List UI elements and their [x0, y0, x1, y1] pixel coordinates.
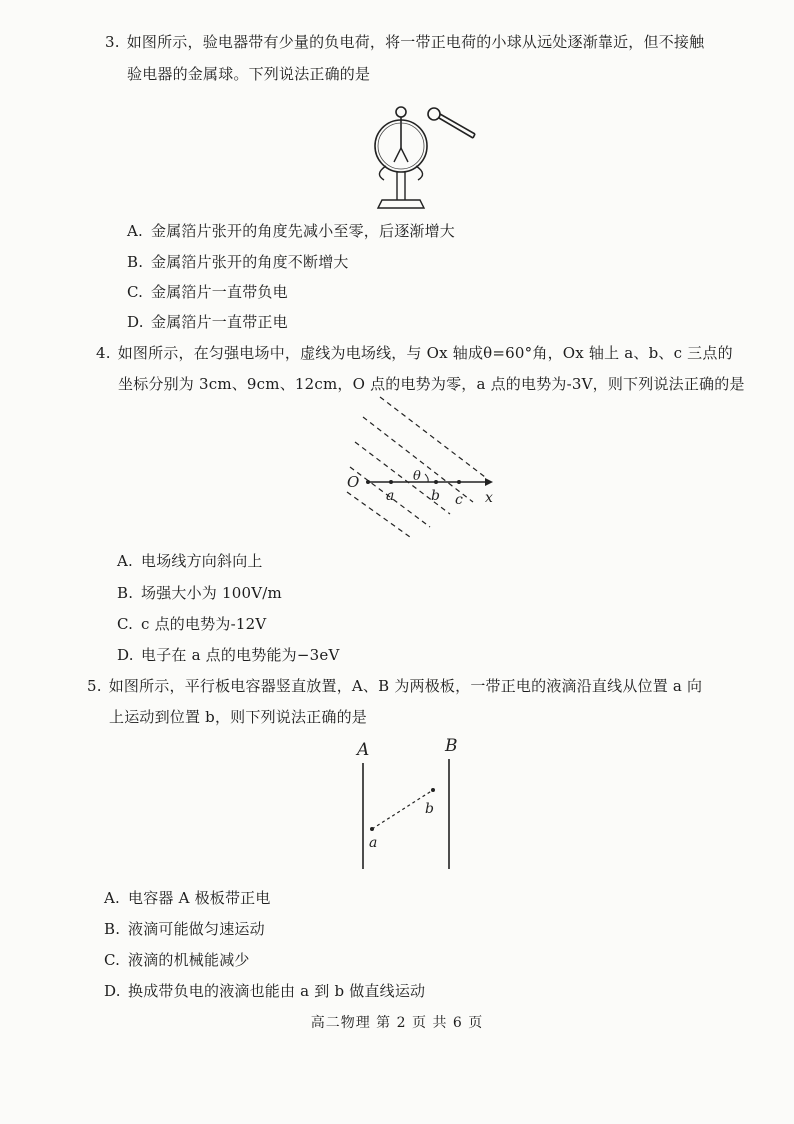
q5-number: 5.: [87, 677, 102, 695]
q3-stem-line2: 验电器的金属球。下列说法正确的是: [127, 65, 371, 83]
q3-option-c: C. 金属箔片一直带负电: [127, 283, 288, 301]
label-b: b: [431, 488, 440, 504]
page-footer: 高二物理 第 2 页 共 6 页: [310, 1015, 484, 1031]
q4-stem-line2: 坐标分别为 3cm、9cm、12cm，O 点的电势为零，a 点的电势为-3V，则下列说法正确的是: [118, 375, 745, 393]
q3-number: 3.: [105, 33, 120, 51]
q4-stem-text-1: 如图所示，在匀强电场中，虚线为电场线，与 Ox 轴成θ=60°角，Ox 轴上 a、b、c 三点的: [117, 344, 733, 362]
q5-option-b: B. 液滴可能做匀速运动: [104, 920, 265, 938]
q4-stem-line1: [96, 344, 733, 362]
label-plate-a: A: [357, 740, 370, 760]
label-c: c: [455, 492, 463, 508]
label-a: a: [386, 488, 395, 504]
label-pos-b: b: [425, 801, 434, 817]
q3-stem-line1: [105, 33, 704, 51]
q3-option-a: A. 金属箔片张开的角度先减小至零，后逐渐增大: [127, 222, 456, 240]
q5-stem-line2: 上运动到位置 b，则下列说法正确的是: [109, 708, 367, 726]
capacitor-figure: [345, 735, 475, 875]
q5-stem-text-1: 如图所示，平行板电容器竖直放置，A、B 为两极板，一带正电的液滴沿直线从位置 a 向: [108, 677, 703, 695]
q5-option-a: A. 电容器 A 极板带正电: [104, 889, 271, 907]
electroscope-figure: [360, 100, 480, 210]
electric-field-figure: [335, 392, 510, 547]
label-pos-a: a: [369, 835, 378, 851]
q5-stem-line1: [87, 677, 702, 695]
q3-option-b: B. 金属箔片张开的角度不断增大: [127, 253, 349, 271]
q4-option-d: D. 电子在 a 点的电势能为−3eV: [117, 646, 340, 664]
label-theta: θ: [413, 469, 421, 484]
q3-option-d: D. 金属箔片一直带正电: [127, 313, 288, 331]
q5-option-c: C. 液滴的机械能减少: [104, 951, 250, 969]
label-x: x: [485, 490, 493, 506]
q4-option-b: B. 场强大小为 100V/m: [117, 584, 282, 602]
q4-number: 4.: [96, 344, 111, 362]
q4-option-a: A. 电场线方向斜向上: [117, 552, 263, 570]
label-plate-b: B: [445, 736, 458, 756]
q5-option-d: D. 换成带负电的液滴也能由 a 到 b 做直线运动: [104, 982, 426, 1000]
q4-option-c: C. c 点的电势为-12V: [117, 615, 267, 633]
q3-stem-text-1: 如图所示，验电器带有少量的负电荷，将一带正电荷的小球从远处逐渐靠近，但不接触: [126, 33, 705, 51]
label-o: O: [347, 473, 360, 491]
